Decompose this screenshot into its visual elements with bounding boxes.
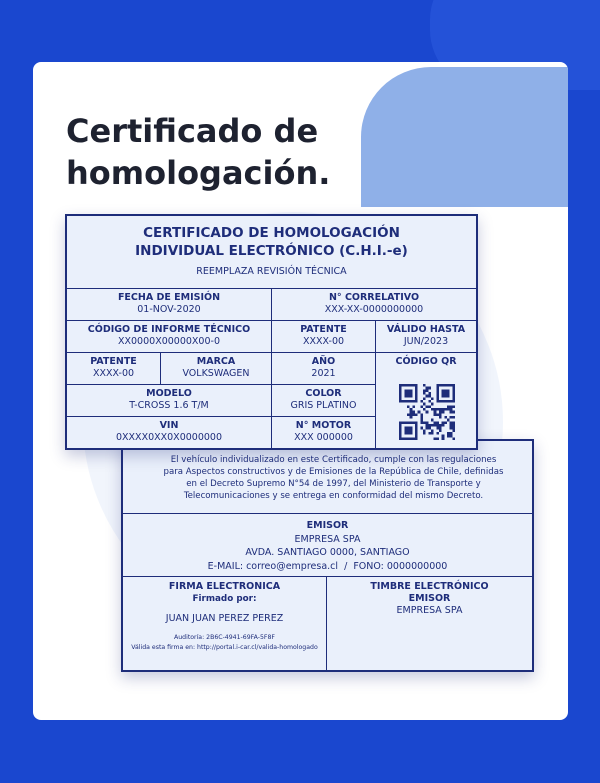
modelo-label: MODELO	[146, 388, 192, 399]
certificate-sheet	[65, 214, 478, 450]
marca-cell	[161, 353, 272, 385]
emisor-label: EMISOR	[306, 520, 349, 531]
color-value: GRIS PLATINO	[290, 400, 357, 411]
codigo-informe-cell	[67, 321, 272, 353]
anio-value: 2021	[311, 368, 336, 379]
patente-label: PATENTE	[90, 356, 137, 367]
emisor-address: AVDA. SANTIAGO 0000, SANTIAGO	[245, 547, 410, 558]
valido-hasta-label: VÁLIDO HASTA	[386, 324, 466, 335]
certificate-title-line2: INDIVIDUAL ELECTRÓNICO (C.H.I.-e)	[135, 243, 408, 259]
patente-top-cell	[272, 321, 376, 353]
certificate-header	[67, 216, 476, 289]
fecha-emision-value: 01-NOV-2020	[137, 304, 201, 315]
firma-auditoria: Auditoría: 2B6C-4941-69FA-5F8F	[174, 634, 275, 641]
compliance-paragraph: El vehículo individualizado en este Certificado, cumple con las regulaciones para Aspectos constructivos y de Emisiones de la República de Chile, definidas en el Decreto Supremo N°54 de 1997, del Ministerio de Transporte y Telecomunicaciones y se entrega en conformidad del mismo Decreto.	[123, 441, 532, 514]
codigo-qr-label: CÓDIGO QR	[395, 356, 457, 367]
valido-hasta-value: JUN/2023	[403, 336, 449, 347]
fecha-emision-label: FECHA DE EMISIÓN	[117, 292, 221, 303]
page-title: Certificado de homologación.	[66, 112, 331, 192]
firma-label: FIRMA ELECTRONICA	[168, 581, 281, 592]
emisor-contact: E-MAIL: correo@empresa.cl / FONO: 0000000000	[207, 560, 448, 572]
motor-cell	[272, 417, 376, 448]
motor-label: N° MOTOR	[295, 420, 352, 431]
firma-validation-link: Válida esta firma en: http://portal.i-car.cl/valida-homologado	[131, 644, 318, 651]
certificate-title-line1: CERTIFICADO DE HOMOLOGACIÓN	[143, 225, 400, 241]
timbre-value: EMPRESA SPA	[396, 605, 463, 616]
color-cell	[272, 385, 376, 417]
vin-value: 0XXXX0XX0X0000000	[116, 432, 222, 443]
modelo-cell	[67, 385, 272, 417]
patente-value: XXXX-00	[92, 368, 135, 379]
color-label: COLOR	[305, 388, 342, 399]
codigo-informe-value: XX0000X00000X00-0	[118, 336, 220, 347]
firma-sub: Firmado por:	[192, 594, 257, 604]
timbre-sub: EMISOR	[408, 593, 451, 604]
certificate-details-sheet	[121, 439, 534, 672]
vin-label: VIN	[159, 420, 179, 431]
emisor-section	[123, 514, 532, 577]
codigo-informe-label: CÓDIGO DE INFORME TÉCNICO	[87, 324, 251, 335]
anio-cell	[272, 353, 376, 385]
qr-code-icon[interactable]	[397, 384, 457, 440]
firma-section	[123, 577, 327, 670]
content-card	[33, 62, 568, 720]
correlativo-value: XXX-XX-0000000000	[324, 304, 424, 315]
timbre-section	[327, 577, 532, 670]
patente-top-value: XXXX-00	[302, 336, 345, 347]
emisor-company: EMPRESA SPA	[294, 533, 361, 545]
correlativo-cell	[272, 289, 476, 321]
firma-name: JUAN JUAN PEREZ PEREZ	[165, 613, 284, 624]
valido-hasta-cell	[376, 321, 476, 353]
fecha-emision-cell	[67, 289, 272, 321]
marca-value: VOLKSWAGEN	[182, 368, 250, 379]
anio-label: AÑO	[311, 356, 336, 367]
motor-value: XXX 000000	[294, 432, 353, 443]
patente-top-label: PATENTE	[300, 324, 347, 335]
patente-cell	[67, 353, 161, 385]
vin-cell	[67, 417, 272, 448]
marca-label: MARCA	[196, 356, 236, 367]
timbre-label: TIMBRE ELECTRÓNICO	[370, 581, 489, 592]
correlativo-label: N° CORRELATIVO	[328, 292, 420, 303]
card-decoration	[361, 67, 568, 207]
modelo-value: T-CROSS 1.6 T/M	[129, 400, 209, 411]
certificate-subtitle: REEMPLAZA REVISIÓN TÉCNICA	[196, 266, 347, 277]
